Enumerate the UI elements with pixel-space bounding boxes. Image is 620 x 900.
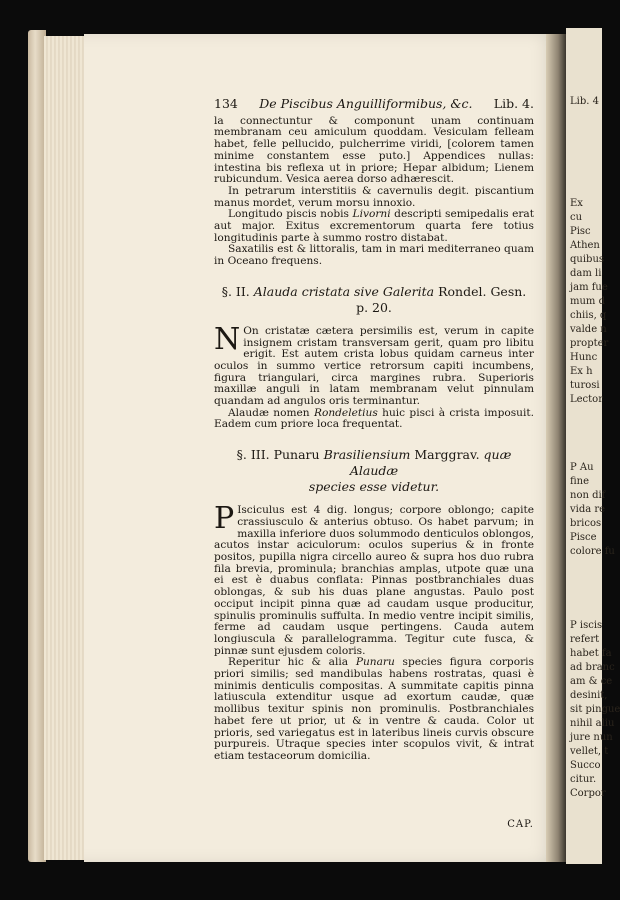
species-name: Alauda cristata sive Galerita: [253, 283, 435, 299]
right-page-fragment: Succo: [570, 760, 601, 771]
text: quæ Alaudæ: [349, 447, 512, 479]
text: Alaudæ nomen: [228, 406, 314, 419]
right-page-fragment: mum d: [570, 296, 605, 307]
running-header: [214, 98, 534, 110]
right-page-fragment: Lector: [570, 394, 603, 405]
right-page-fragment: habet fa: [570, 648, 612, 659]
text: species figura corporis priori similis; sed mandibulas habens rostratas, quasi è minimis denticulis compositas. A summitate capitis pinna latiuscula extenditur usque ad exortum caudæ, quæ mollibus texitur spinis non prominulis. Postbranchiales habet fere ut prior, ut & in ventre & cauda. Color ut prioris, sed variegatus est in lateribus lineis curvis obscure purpureis. Utraque species inter scopulos vivit, & intrat etiam testaceorum domicilia.: [214, 656, 534, 762]
right-page-fragment: bricos: [570, 518, 602, 529]
text: descripti semipedalis erat aut major. Exitus excrementorum quarta fere totius longitudinis parte à summo rostro distabat.: [214, 208, 535, 244]
paragraph-3: [214, 209, 534, 244]
reference: Rondel. Gesn. p. 20.: [356, 283, 527, 315]
author-name: Rondeletius: [313, 406, 378, 419]
right-page-fragment: nihil aliu: [570, 718, 615, 729]
page-stack: [44, 36, 86, 860]
right-page: [566, 28, 620, 864]
place-name: Livorni: [352, 208, 391, 221]
book-number: Lib. 4.: [493, 96, 534, 111]
right-page-fragment: citur.: [570, 774, 597, 785]
section-3-paragraph-1: [214, 501, 534, 657]
right-page-fragment: quibus: [570, 254, 605, 265]
right-page-fragment: fine: [570, 476, 590, 487]
right-page-fragment: vellet, t: [570, 746, 609, 757]
right-page-fragment: colore fu: [570, 546, 615, 557]
catchword: CAP.: [507, 818, 534, 830]
running-title: De Piscibus Anguilliformibus, &c.: [259, 96, 473, 111]
right-page-fragment: propter: [570, 338, 609, 349]
section-3-paragraph-2: [214, 657, 534, 762]
right-page-fragment: non dif: [570, 490, 606, 501]
text: Longitudo piscis nobis: [228, 208, 353, 221]
right-page-fragment: desinit,: [570, 690, 608, 701]
right-page-fragment: Lib. 4: [570, 96, 599, 107]
right-page-fragment: ad branc: [570, 662, 615, 673]
right-page-fragment: Ex: [570, 198, 583, 209]
paragraph-4: Saxatilis est & littoralis, tam in mari mediterraneo quam in Oceano frequens.: [214, 243, 534, 268]
section-2-heading: [214, 284, 534, 316]
paragraph-1: la connectuntur & componunt unam continuam membranam ceu amiculum quoddam. Vesiculam felleam habet, felle pellucido, pulcherrime viridi, [colorem tamen minime constantem esse puto.] Appendices nullas: intestina bis reflexa ut in priore; Hepar albidum; Lienem rubicundum. Vesica aerea dorso adhærescit.: [214, 114, 534, 186]
right-page-fragment: P iscis: [570, 620, 603, 631]
paragraph-2: In petrarum interstitiis & cavernulis degit. piscantium manus mordet, verum morsu innoxio.: [214, 184, 534, 209]
right-page-fragment: Ex h: [570, 366, 593, 377]
drop-cap: N: [214, 321, 241, 357]
section-3-heading: [214, 447, 534, 495]
page-number: 134: [214, 96, 238, 111]
text: Reperitur hic & alia: [228, 656, 356, 669]
section-2-paragraph-2: [214, 408, 534, 431]
right-page-fragment: Athen: [570, 240, 600, 251]
right-page-fragment: P Au: [570, 462, 594, 473]
species-name: Punaru: [355, 656, 395, 669]
right-page-fragment: jure nun: [570, 732, 613, 743]
text: Isciculus est 4 dig. longus; corpore oblongo; capite crassiusculo & anterius obtuso. Os habet parvum; in maxilla inferiore duos solummodo denticulos oblongos, acutos instar aciculorum: oculos superius & in fronte positos, pupilla nigra circello aureo & supra hos duo rubra fila brevia, prominula; branchias amplas, utpote quæ una ei est è duabus conflata: Pinnas postbranchiales duas oblongas, & sub his duas plane angustas. Paulo post occiput incipit pinna quæ ad caudam usque producitur, spinulis prominulis suffulta. In medio ventre incipit similis, ferme ad caudam usque pertingens. Cauda autem longiuscula & parallelogramma. Tegitur cute fusca, & pinnæ sunt ejusdem coloris.: [214, 504, 534, 657]
right-page-fragment: refert: [570, 634, 600, 645]
drop-cap: P: [214, 501, 235, 537]
right-page-fragment: vida re: [570, 504, 606, 515]
text: species esse videtur.: [308, 479, 440, 495]
page-content: [214, 98, 534, 830]
right-page-fragment: Pisce: [570, 532, 597, 543]
right-page-fragment: Corpor: [570, 788, 606, 799]
right-page-fragment: chiis, q: [570, 310, 607, 321]
text: Marggrav.: [410, 447, 484, 463]
text: huic pisci à crista imposuit. Eadem cum priore loca frequentat.: [214, 406, 534, 431]
right-page-fragment: sit pingue: [570, 704, 620, 715]
section-2-paragraph-1: [214, 321, 534, 408]
text: Brasiliensium: [323, 447, 411, 463]
right-page-fragment: Pisc: [570, 226, 591, 237]
right-page-fragment: am & ce: [570, 676, 613, 687]
text: On cristatæ cætera persimilis est, verum in capite insignem cristam transversam gerit, quam pro libitu erigit. Est autem crista lobus quidam carneus inter oculos in summo vertice retrorsum capiti incumbens, figura triangulari, circa margines rubra. Superioris maxillæ anguli in latam membranam velut pinnulam quandam ad angulos oris terminantur.: [214, 324, 534, 408]
right-page-fragment: cu: [570, 212, 583, 223]
right-page-fragment: valde n: [570, 324, 607, 335]
book-gutter: [546, 34, 566, 862]
text: §. III. Punaru: [236, 447, 324, 463]
right-page-fragment: turosi: [570, 380, 600, 391]
right-page-fragment: dam li: [570, 268, 602, 279]
right-page-fragment: jam fue: [570, 282, 608, 293]
right-page-fragment: Hunc: [570, 352, 598, 363]
section-number: §. II.: [221, 283, 250, 299]
